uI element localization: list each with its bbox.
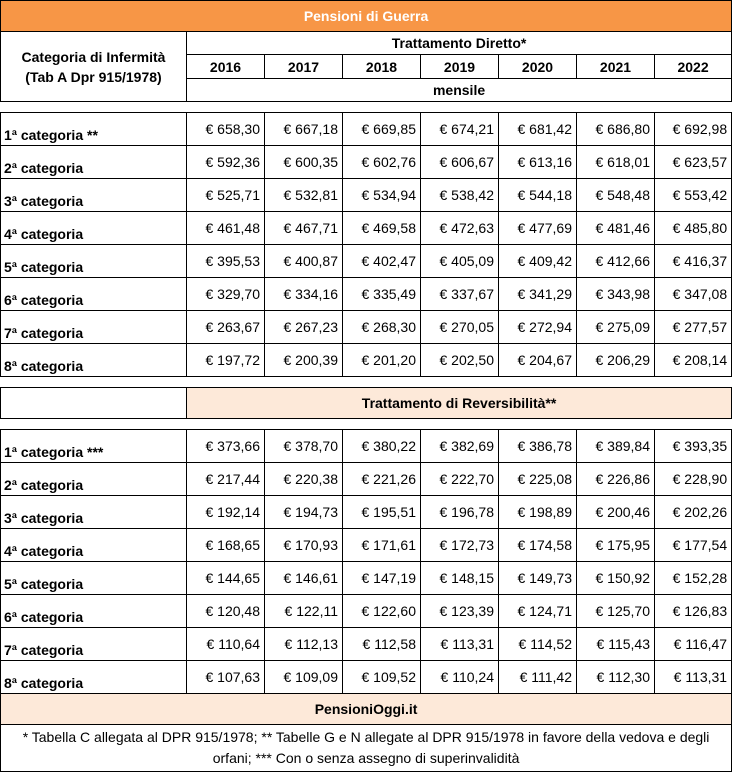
amount-cell: € 532,81 xyxy=(265,179,343,212)
amount-cell: € 220,38 xyxy=(265,463,343,496)
table-row xyxy=(1,212,732,245)
amount-cell: € 122,11 xyxy=(265,595,343,628)
amount-cell: € 192,14 xyxy=(187,496,265,529)
amount-cell: € 380,22 xyxy=(343,430,421,463)
table-row xyxy=(1,344,732,377)
amount-cell: € 152,28 xyxy=(655,562,732,595)
amount-cell: € 217,44 xyxy=(187,463,265,496)
amount-cell: € 112,13 xyxy=(265,628,343,661)
amount-cell: € 196,78 xyxy=(421,496,499,529)
table-title: Pensioni di Guerra xyxy=(1,1,732,32)
category-label: 7ª categoria xyxy=(1,628,187,661)
spacer-row xyxy=(1,102,732,113)
amount-cell: € 109,09 xyxy=(265,661,343,694)
reversibility-treatment-header: Trattamento di Reversibilità** xyxy=(187,388,732,419)
amount-cell: € 222,70 xyxy=(421,463,499,496)
amount-cell: € 270,05 xyxy=(421,311,499,344)
category-label: 3ª categoria xyxy=(1,179,187,212)
amount-cell: € 477,69 xyxy=(499,212,577,245)
amount-cell: € 226,86 xyxy=(577,463,655,496)
amount-cell: € 225,08 xyxy=(499,463,577,496)
amount-cell: € 200,46 xyxy=(577,496,655,529)
table-row xyxy=(1,146,732,179)
amount-cell: € 553,42 xyxy=(655,179,732,212)
amount-cell: € 125,70 xyxy=(577,595,655,628)
amount-cell: € 275,09 xyxy=(577,311,655,344)
amount-cell: € 525,71 xyxy=(187,179,265,212)
amount-cell: € 149,73 xyxy=(499,562,577,595)
year-header: 2019 xyxy=(421,55,499,79)
amount-cell: € 110,64 xyxy=(187,628,265,661)
amount-cell: € 277,57 xyxy=(655,311,732,344)
year-header: 2016 xyxy=(187,55,265,79)
year-header: 2021 xyxy=(577,55,655,79)
category-label: 5ª categoria xyxy=(1,562,187,595)
amount-cell: € 194,73 xyxy=(265,496,343,529)
amount-cell: € 548,48 xyxy=(577,179,655,212)
category-label: 8ª categoria xyxy=(1,661,187,694)
amount-cell: € 669,85 xyxy=(343,113,421,146)
table-row xyxy=(1,562,732,595)
amount-cell: € 228,90 xyxy=(655,463,732,496)
amount-cell: € 144,65 xyxy=(187,562,265,595)
amount-cell: € 623,57 xyxy=(655,146,732,179)
amount-cell: € 416,37 xyxy=(655,245,732,278)
amount-cell: € 206,29 xyxy=(577,344,655,377)
category-label: 2ª categoria xyxy=(1,463,187,496)
amount-cell: € 124,71 xyxy=(499,595,577,628)
amount-cell: € 692,98 xyxy=(655,113,732,146)
amount-cell: € 409,42 xyxy=(499,245,577,278)
table-row xyxy=(1,245,732,278)
amount-cell: € 343,98 xyxy=(577,278,655,311)
table-row xyxy=(1,179,732,212)
category-label: 4ª categoria xyxy=(1,529,187,562)
amount-cell: € 272,94 xyxy=(499,311,577,344)
amount-cell: € 405,09 xyxy=(421,245,499,278)
amount-cell: € 347,08 xyxy=(655,278,732,311)
amount-cell: € 107,63 xyxy=(187,661,265,694)
amount-cell: € 115,43 xyxy=(577,628,655,661)
period-header: mensile xyxy=(187,79,732,102)
amount-cell: € 329,70 xyxy=(187,278,265,311)
amount-cell: € 168,65 xyxy=(187,529,265,562)
amount-cell: € 174,58 xyxy=(499,529,577,562)
amount-cell: € 335,49 xyxy=(343,278,421,311)
amount-cell: € 170,93 xyxy=(265,529,343,562)
amount-cell: € 114,52 xyxy=(499,628,577,661)
amount-cell: € 202,50 xyxy=(421,344,499,377)
amount-cell: € 667,18 xyxy=(265,113,343,146)
category-label: 2ª categoria xyxy=(1,146,187,179)
amount-cell: € 204,67 xyxy=(499,344,577,377)
amount-cell: € 123,39 xyxy=(421,595,499,628)
table-row xyxy=(1,595,732,628)
year-header: 2018 xyxy=(343,55,421,79)
amount-cell: € 122,60 xyxy=(343,595,421,628)
amount-cell: € 195,51 xyxy=(343,496,421,529)
amount-cell: € 112,30 xyxy=(577,661,655,694)
table-row xyxy=(1,278,732,311)
amount-cell: € 263,67 xyxy=(187,311,265,344)
amount-cell: € 197,72 xyxy=(187,344,265,377)
amount-cell: € 177,54 xyxy=(655,529,732,562)
table-row xyxy=(1,430,732,463)
amount-cell: € 373,66 xyxy=(187,430,265,463)
amount-cell: € 175,95 xyxy=(577,529,655,562)
category-label: 5ª categoria xyxy=(1,245,187,278)
amount-cell: € 147,19 xyxy=(343,562,421,595)
year-header: 2022 xyxy=(655,55,732,79)
direct-treatment-header: Trattamento Diretto* xyxy=(187,32,732,55)
amount-cell: € 600,35 xyxy=(265,146,343,179)
amount-cell: € 389,84 xyxy=(577,430,655,463)
category-column-header: Categoria di Infermità (Tab A Dpr 915/1978) xyxy=(1,32,187,102)
amount-cell: € 674,21 xyxy=(421,113,499,146)
amount-cell: € 171,61 xyxy=(343,529,421,562)
category-label: 3ª categoria xyxy=(1,496,187,529)
amount-cell: € 126,83 xyxy=(655,595,732,628)
amount-cell: € 267,23 xyxy=(265,311,343,344)
amount-cell: € 386,78 xyxy=(499,430,577,463)
amount-cell: € 467,71 xyxy=(265,212,343,245)
amount-cell: € 202,26 xyxy=(655,496,732,529)
amount-cell: € 110,24 xyxy=(421,661,499,694)
amount-cell: € 334,16 xyxy=(265,278,343,311)
amount-cell: € 393,35 xyxy=(655,430,732,463)
amount-cell: € 606,67 xyxy=(421,146,499,179)
amount-cell: € 116,47 xyxy=(655,628,732,661)
amount-cell: € 534,94 xyxy=(343,179,421,212)
amount-cell: € 592,36 xyxy=(187,146,265,179)
amount-cell: € 544,18 xyxy=(499,179,577,212)
spacer-row xyxy=(1,419,732,430)
amount-cell: € 400,87 xyxy=(265,245,343,278)
category-label: 1ª categoria *** xyxy=(1,430,187,463)
amount-cell: € 378,70 xyxy=(265,430,343,463)
amount-cell: € 461,48 xyxy=(187,212,265,245)
amount-cell: € 112,58 xyxy=(343,628,421,661)
category-label: 4ª categoria xyxy=(1,212,187,245)
amount-cell: € 412,66 xyxy=(577,245,655,278)
amount-cell: € 201,20 xyxy=(343,344,421,377)
amount-cell: € 681,42 xyxy=(499,113,577,146)
category-label: 6ª categoria xyxy=(1,595,187,628)
amount-cell: € 337,67 xyxy=(421,278,499,311)
amount-cell: € 686,80 xyxy=(577,113,655,146)
site-row xyxy=(1,694,732,725)
amount-cell: € 395,53 xyxy=(187,245,265,278)
amount-cell: € 658,30 xyxy=(187,113,265,146)
amount-cell: € 113,31 xyxy=(421,628,499,661)
amount-cell: € 120,48 xyxy=(187,595,265,628)
amount-cell: € 172,73 xyxy=(421,529,499,562)
amount-cell: € 485,80 xyxy=(655,212,732,245)
amount-cell: € 198,89 xyxy=(499,496,577,529)
table-row xyxy=(1,628,732,661)
amount-cell: € 602,76 xyxy=(343,146,421,179)
amount-cell: € 341,29 xyxy=(499,278,577,311)
amount-cell: € 146,61 xyxy=(265,562,343,595)
table-row xyxy=(1,113,732,146)
amount-cell: € 113,31 xyxy=(655,661,732,694)
amount-cell: € 618,01 xyxy=(577,146,655,179)
amount-cell: € 200,39 xyxy=(265,344,343,377)
table-row xyxy=(1,661,732,694)
amount-cell: € 402,47 xyxy=(343,245,421,278)
category-label: 1ª categoria ** xyxy=(1,113,187,146)
amount-cell: € 208,14 xyxy=(655,344,732,377)
table-row xyxy=(1,463,732,496)
footnote: * Tabella C allegata al DPR 915/1978; ** Tabelle G e N allegate al DPR 915/1978 in favore della vedova e degli orfani; *** Con o senza assegno di superinvalidità xyxy=(1,725,732,772)
year-header: 2020 xyxy=(499,55,577,79)
amount-cell: € 109,52 xyxy=(343,661,421,694)
amount-cell: € 469,58 xyxy=(343,212,421,245)
category-label: 6ª categoria xyxy=(1,278,187,311)
amount-cell: € 150,92 xyxy=(577,562,655,595)
amount-cell: € 268,30 xyxy=(343,311,421,344)
amount-cell: € 111,42 xyxy=(499,661,577,694)
table-row xyxy=(1,529,732,562)
category-label: 8ª categoria xyxy=(1,344,187,377)
table-row xyxy=(1,311,732,344)
amount-cell: € 538,42 xyxy=(421,179,499,212)
table-row xyxy=(1,496,732,529)
amount-cell: € 148,15 xyxy=(421,562,499,595)
site-name: PensioniOggi.it xyxy=(1,694,732,725)
amount-cell: € 472,63 xyxy=(421,212,499,245)
year-header: 2017 xyxy=(265,55,343,79)
amount-cell: € 613,16 xyxy=(499,146,577,179)
spacer-row xyxy=(1,377,732,388)
category-label: 7ª categoria xyxy=(1,311,187,344)
amount-cell: € 221,26 xyxy=(343,463,421,496)
reversibility-header-row xyxy=(1,388,732,419)
amount-cell: € 382,69 xyxy=(421,430,499,463)
amount-cell: € 481,46 xyxy=(577,212,655,245)
footnote-row xyxy=(1,725,732,772)
